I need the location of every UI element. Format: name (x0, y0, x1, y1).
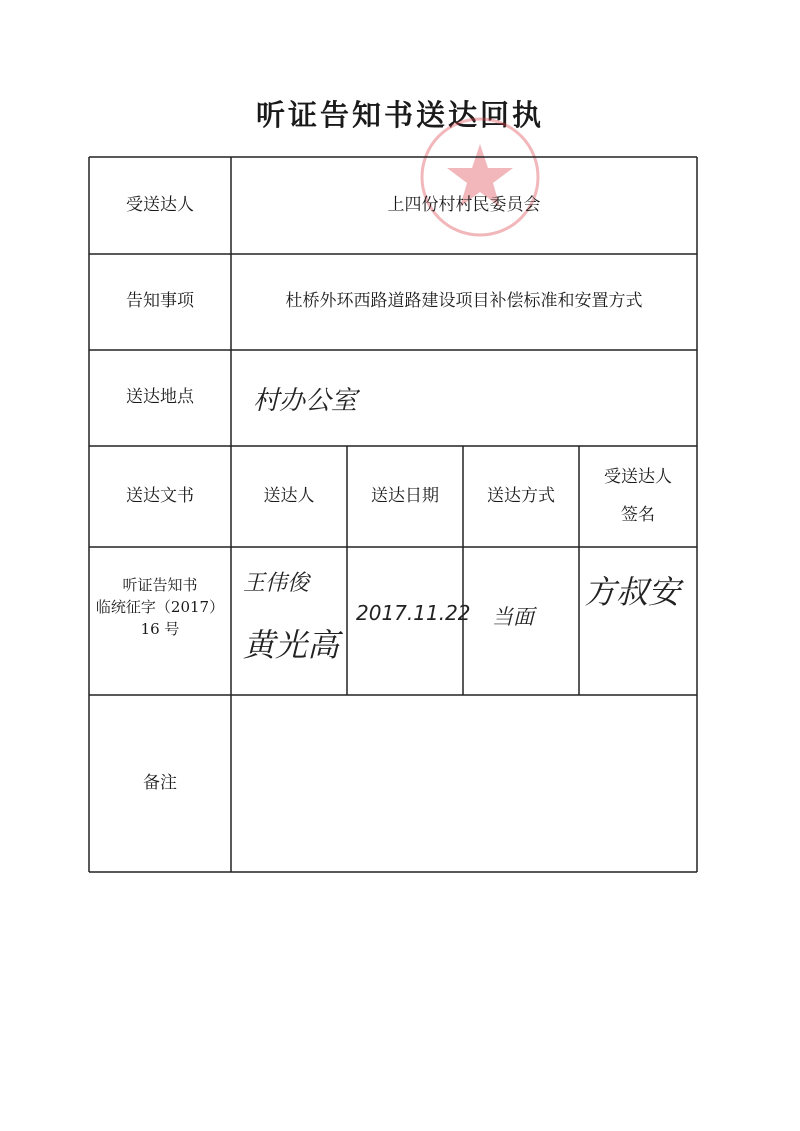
header-signature (579, 446, 697, 547)
value-matter: 杜桥外环西路道路建设项目补偿标准和安置方式 (285, 291, 643, 312)
value-recipient: 上四份村村民委员会 (387, 194, 541, 215)
document-name-line3: 16 号 (140, 619, 180, 638)
recipient-signature: 方叔安 (584, 573, 681, 611)
deliverer-signature-2: 黄光高 (243, 626, 340, 664)
document-name (89, 575, 231, 665)
deliverer-signature-1: 王伟俊 (243, 571, 310, 596)
header-signature-line1: 受送达人 (604, 467, 672, 488)
header-date: 送达日期 (371, 485, 439, 506)
label-matter: 告知事项 (126, 291, 194, 312)
label-recipient: 受送达人 (126, 194, 194, 215)
document-name-line1: 听证告知书 (122, 576, 198, 594)
header-signature-line2: 签名 (621, 504, 655, 525)
remarks-area[interactable] (231, 695, 697, 872)
label-remarks: 备注 (143, 772, 177, 793)
handwritten-method: 当面 (492, 605, 534, 629)
document-title: 听证告知书送达回执 (255, 98, 544, 132)
header-method: 送达方式 (487, 485, 555, 506)
document-name-line2: 临统征字（2017） (95, 597, 225, 616)
header-deliverer: 送达人 (263, 485, 315, 506)
handwritten-place: 村办公室 (253, 386, 358, 416)
label-document: 送达文书 (126, 485, 194, 506)
handwritten-date: 2017.11.22 (356, 601, 471, 625)
label-place: 送达地点 (126, 387, 194, 408)
